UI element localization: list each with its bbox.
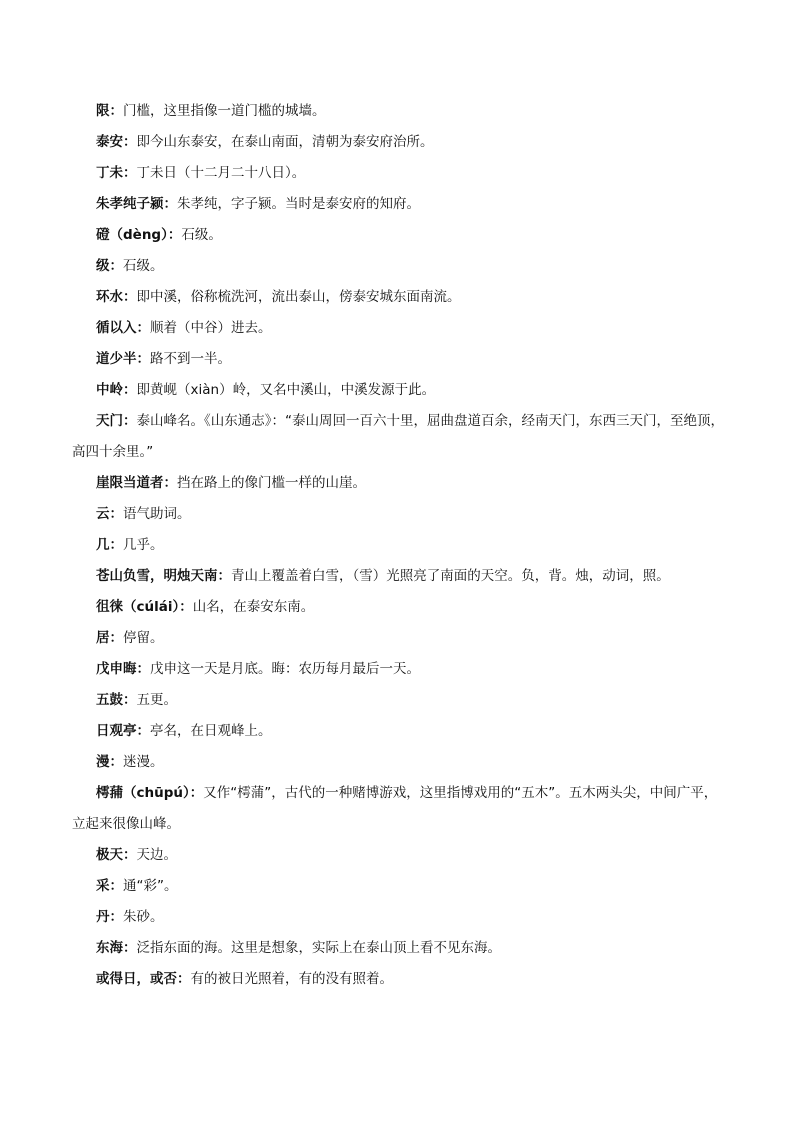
- entry-definition: 即中溪，俗称梳洗河，流出泰山，傍泰安城东面南流。: [136, 289, 461, 305]
- list-item: [0, 375, 794, 406]
- list-item: [0, 902, 794, 933]
- entry-definition: 通“彩”。: [123, 878, 178, 894]
- entry-term: 朱孝纯子颍：: [96, 196, 177, 212]
- entry-term: 戊申晦：: [96, 661, 150, 677]
- list-item: [0, 406, 794, 468]
- entry-term: 天门：: [96, 413, 137, 429]
- entry-definition: 石级。: [181, 227, 222, 243]
- entry-definition: 五更。: [136, 692, 177, 708]
- list-item: [0, 871, 794, 902]
- list-item: [0, 220, 794, 251]
- list-item: [0, 344, 794, 375]
- list-item: [0, 530, 794, 561]
- entry-definition: 路不到一半。: [150, 351, 231, 367]
- annotation-list: [0, 96, 794, 995]
- entry-definition: 门槛，这里指像一道门槛的城墙。: [123, 103, 326, 119]
- list-item: [0, 778, 794, 840]
- list-item: [0, 127, 794, 158]
- entry-term: 居：: [96, 630, 123, 646]
- entry-term: 云：: [96, 506, 123, 522]
- entry-definition: 挡在路上的像门槛一样的山崖。: [177, 475, 366, 491]
- entry-term: 苍山负雪，明烛天南：: [96, 568, 231, 584]
- entry-term: 循以入：: [96, 320, 150, 336]
- list-item: [0, 468, 794, 499]
- entry-term: 日观亭：: [96, 723, 150, 739]
- entry-term: 或得日，或否：: [96, 971, 191, 987]
- entry-term: 中岭：: [96, 382, 137, 398]
- entry-definition: 即黄岘（xiàn）岭，又名中溪山，中溪发源于此。: [136, 382, 436, 398]
- entry-definition: 语气助词。: [123, 506, 191, 522]
- entry-definition: 即今山东泰安，在泰山南面，清朝为泰安府治所。: [136, 134, 434, 150]
- list-item: [0, 282, 794, 313]
- list-item: [0, 840, 794, 871]
- entry-definition: 泛指东面的海。这里是想象，实际上在泰山顶上看不见东海。: [136, 940, 501, 956]
- list-item: [0, 933, 794, 964]
- entry-definition: 顺着（中谷）进去。: [150, 320, 272, 336]
- list-item: [0, 964, 794, 995]
- list-item: [0, 685, 794, 716]
- entry-term: 丁未：: [96, 165, 137, 181]
- entry-term: 几：: [96, 537, 123, 553]
- entry-term: 极天：: [96, 847, 137, 863]
- list-item: [0, 623, 794, 654]
- entry-term: 限：: [96, 103, 123, 119]
- entry-term: 东海：: [96, 940, 137, 956]
- entry-definition: 迷漫。: [123, 754, 164, 770]
- entry-term: 磴（dèng）：: [96, 227, 182, 243]
- entry-definition: 朱砂。: [123, 909, 164, 925]
- entry-definition: 亭名，在日观峰上。: [150, 723, 272, 739]
- entry-definition: 青山上覆盖着白雪，（雪）光照亮了南面的天空。负，背。烛，动词，照。: [231, 568, 670, 584]
- entry-definition: 丁未日（十二月二十八日）。: [136, 165, 306, 181]
- entry-definition: 天边。: [136, 847, 177, 863]
- list-item: [0, 251, 794, 282]
- entry-term: 樗蒱（chūpú）：: [96, 785, 204, 801]
- entry-term: 道少半：: [96, 351, 150, 367]
- entry-term: 级：: [96, 258, 123, 274]
- list-item: [0, 561, 794, 592]
- list-item: [0, 716, 794, 747]
- entry-definition: 又作“樗蒲”，古代的一种赌博游戏，这里指博戏用的“五木”。五木两头尖，中间广平，立起来很像山峰。: [72, 785, 718, 832]
- entry-definition: 戊申这一天是月底。晦：农历每月最后一天。: [150, 661, 420, 677]
- entry-term: 五鼓：: [96, 692, 137, 708]
- list-item: [0, 654, 794, 685]
- entry-term: 环水：: [96, 289, 137, 305]
- entry-term: 采：: [96, 878, 123, 894]
- entry-term: 丹：: [96, 909, 123, 925]
- entry-term: 漫：: [96, 754, 123, 770]
- entry-term: 泰安：: [96, 134, 137, 150]
- list-item: [0, 499, 794, 530]
- list-item: [0, 592, 794, 623]
- entry-definition: 山名，在泰安东南。: [192, 599, 315, 615]
- list-item: [0, 96, 794, 127]
- entry-definition: 朱孝纯，字子颍。当时是泰安府的知府。: [177, 196, 420, 212]
- entry-definition: 石级。: [123, 258, 164, 274]
- entry-term: 徂徕（cúlái）：: [96, 599, 193, 615]
- list-item: [0, 189, 794, 220]
- entry-term: 崖限当道者：: [96, 475, 177, 491]
- entry-definition: 停留。: [123, 630, 164, 646]
- list-item: [0, 747, 794, 778]
- entry-definition: 几乎。: [123, 537, 164, 553]
- entry-definition: 泰山峰名。《山东通志》：“泰山周回一百六十里，屈曲盘道百余，经南天门，东西三天门，至绝顶，高四十余里。”: [72, 413, 724, 460]
- entry-definition: 有的被日光照着，有的没有照着。: [190, 971, 393, 987]
- list-item: [0, 313, 794, 344]
- list-item: [0, 158, 794, 189]
